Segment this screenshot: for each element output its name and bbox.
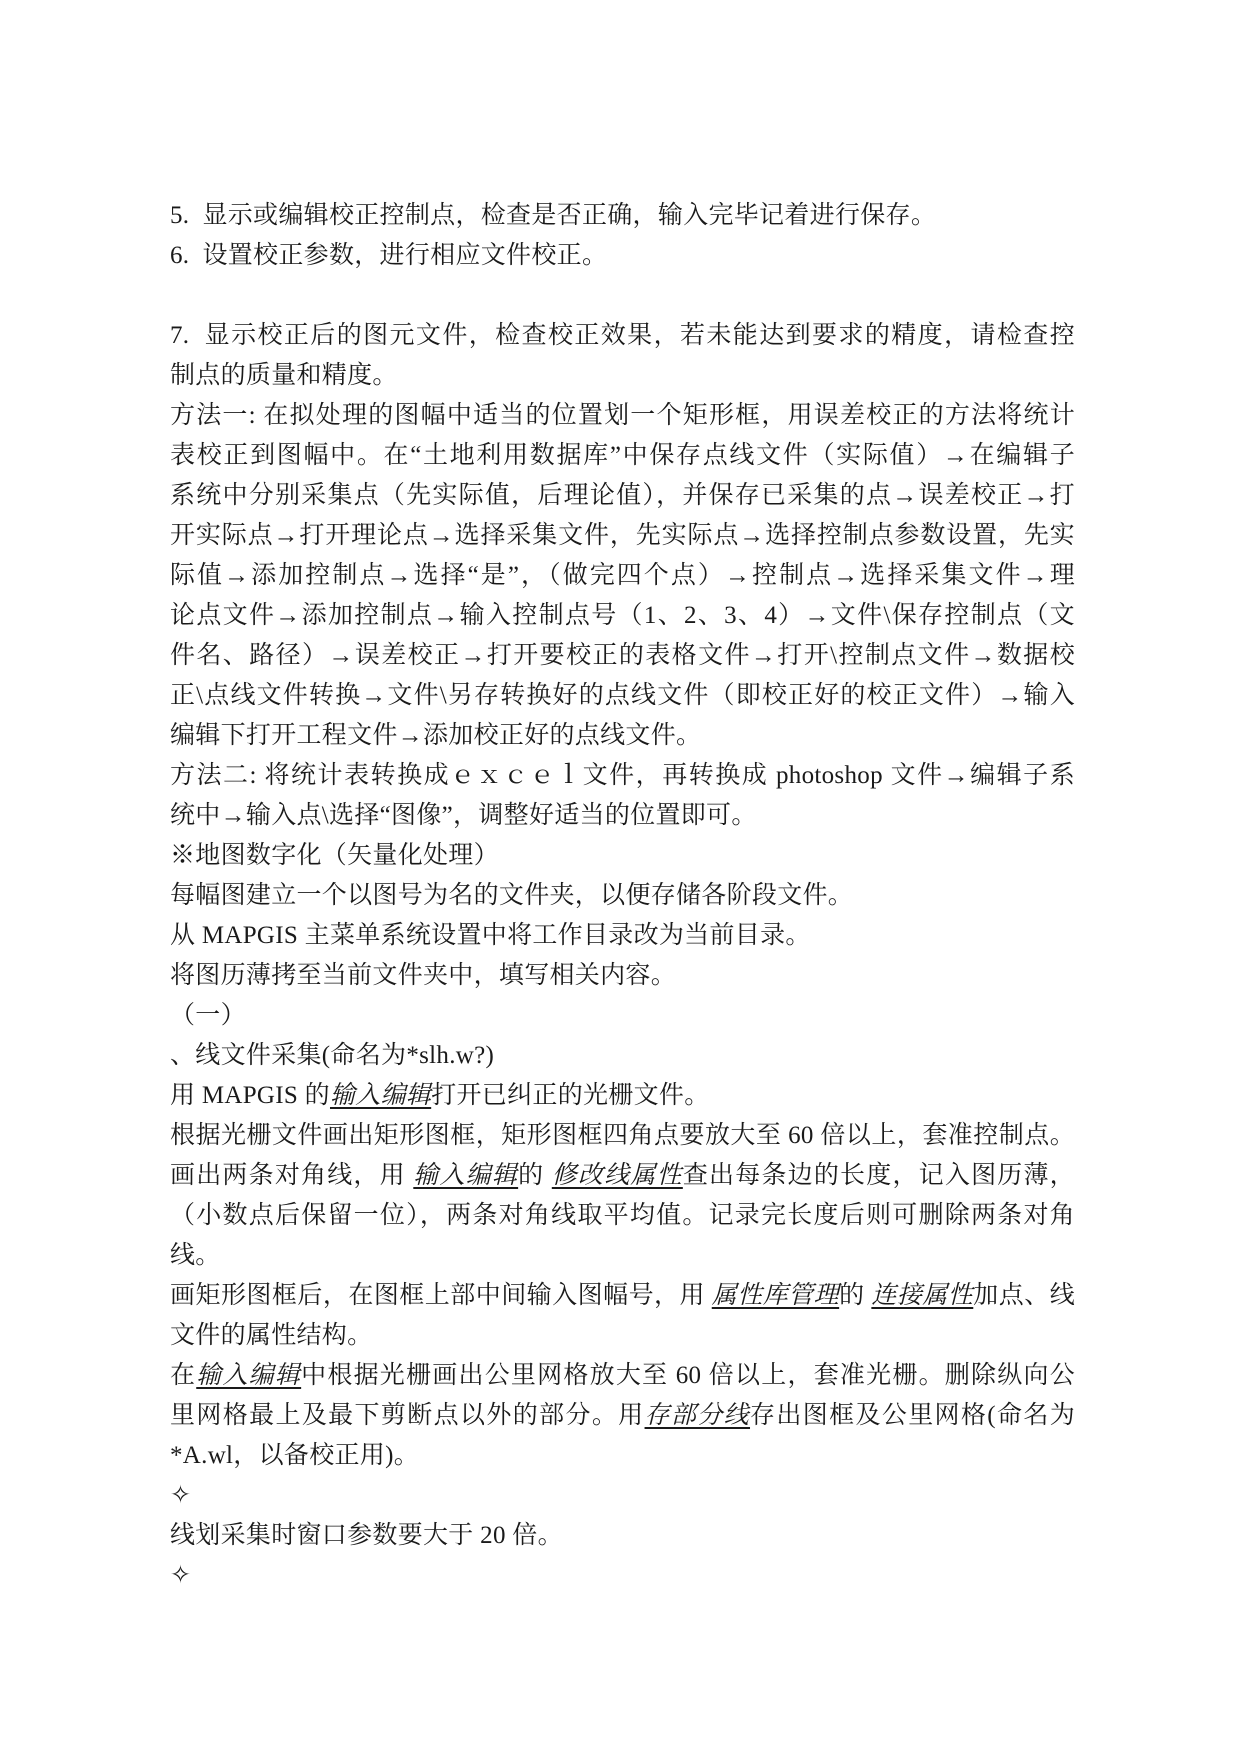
text-run: 线划采集时窗口参数要大于 20 倍。 (170, 1522, 563, 1549)
line-blank (170, 276, 1075, 316)
text-run: 查出每条边的长度，记入图历薄， (682, 1162, 1075, 1189)
text-run: 6. 设置校正参数，进行相应文件校正。 (170, 242, 608, 269)
text-run: 存出图框及公里网格(命名为 (750, 1402, 1076, 1429)
text-run: 统中→输入点\选择“图像”，调整好适当的位置即可。 (170, 802, 757, 829)
line-mapgis-workdir (170, 916, 1075, 956)
text-run: 方法二: 将统计表转换成ｅｘｃｅｌ文件，再转换成 photoshop 文件→编辑子系 (170, 762, 1075, 789)
text-run: 画出两条对角线，用 (170, 1162, 414, 1189)
line-file-collect-title (170, 1036, 1075, 1076)
text-run: 加点、线 (973, 1282, 1076, 1309)
line-section-one (170, 996, 1075, 1036)
line-item-6 (170, 236, 1075, 276)
text-run: *A.wl，以备校正用)。 (170, 1442, 420, 1469)
text-run: 画矩形图框后，在图框上部中间输入图幅号，用 (170, 1282, 712, 1309)
line-grid-2 (170, 1396, 1075, 1436)
text-run: 5. 显示或编辑校正控制点，检查是否正确，输入完毕记着进行保存。 (170, 202, 937, 229)
text-run: 、线文件采集(命名为*slh.w?) (170, 1042, 495, 1069)
text-run: 将图历薄拷至当前文件夹中，填写相关内容。 (170, 962, 677, 989)
text-run: 系统中分别采集点（先实际值，后理论值），并保存已采集的点→误差校正→打 (170, 482, 1075, 509)
line-item-7-2 (170, 356, 1075, 396)
four-pointed-star-glyph: ✧ (170, 1562, 192, 1589)
line-item-7-1 (170, 316, 1075, 356)
text-run: 根据光栅文件画出矩形图框，矩形图框四角点要放大至 60 倍以上，套准控制点。 (170, 1122, 1075, 1149)
emphasized-term: 连接属性 (871, 1282, 974, 1309)
text-run: 件名、路径）→误差校正→打开要校正的表格文件→打开\控制点文件→数据校 (170, 642, 1075, 669)
text-run: 论点文件→添加控制点→输入控制点号（1、2、3、4）→文件\保存控制点（文 (170, 602, 1075, 629)
line-diagonal-2 (170, 1196, 1075, 1236)
line-grid-3 (170, 1436, 1075, 1476)
text-run: 制点的质量和精度。 (170, 362, 398, 389)
line-frame-number-2 (170, 1316, 1075, 1356)
text-run: 编辑下打开工程文件→添加校正好的点线文件。 (170, 722, 702, 749)
text-run: 文件的属性结构。 (170, 1322, 373, 1349)
text-run: ※地图数字化（矢量化处理） (170, 842, 499, 869)
emphasized-term: 输入编辑 (329, 1082, 432, 1109)
line-method-1-4 (170, 516, 1075, 556)
text-run: 每幅图建立一个以图号为名的文件夹，以便存储各阶段文件。 (170, 882, 854, 909)
line-method-1-3 (170, 476, 1075, 516)
text-run: （小数点后保留一位），两条对角线取平均值。记录完长度后则可删除两条对角 (170, 1202, 1075, 1229)
text-run: 里网格最上及最下剪断点以外的部分。用 (170, 1402, 645, 1429)
line-diagonal-1 (170, 1156, 1075, 1196)
line-method-1-2 (170, 436, 1075, 476)
text-run: 方法一: 在拟处理的图幅中适当的位置划一个矩形框，用误差校正的方法将统计 (170, 402, 1075, 429)
text-run: 从 MAPGIS 主菜单系统设置中将工作目录改为当前目录。 (170, 922, 811, 949)
line-map-log (170, 956, 1075, 996)
line-method-2-2 (170, 796, 1075, 836)
line-diagonal-3 (170, 1236, 1075, 1276)
text-run: 的 (518, 1162, 552, 1189)
line-method-1-7 (170, 636, 1075, 676)
emphasized-term: 属性库管理 (711, 1282, 840, 1309)
line-frame-number-1 (170, 1276, 1075, 1316)
line-digitize-heading (170, 836, 1075, 876)
emphasized-term: 输入编辑 (413, 1162, 519, 1189)
text-run: 正\点线文件转换→文件\另存转换好的点线文件（即校正好的校正文件）→输入 (170, 682, 1075, 709)
four-pointed-star-glyph: ✧ (170, 1482, 192, 1509)
text-run: 表校正到图幅中。在“土地利用数据库”中保存点线文件（实际值）→在编辑子 (170, 442, 1075, 469)
line-use-mapgis (170, 1076, 1075, 1116)
text-run: 的 (839, 1282, 872, 1309)
text-run: 线。 (170, 1242, 221, 1269)
line-item-5 (170, 196, 1075, 236)
line-method-1-9 (170, 716, 1075, 756)
line-diamond-2 (170, 1556, 1075, 1596)
emphasized-term: 修改线属性 (551, 1162, 683, 1189)
line-folder-note (170, 876, 1075, 916)
document-content (170, 196, 1075, 1596)
text-run: 打开已纠正的光栅文件。 (431, 1082, 710, 1109)
line-method-1-6 (170, 596, 1075, 636)
line-method-1-8 (170, 676, 1075, 716)
line-method-1-5 (170, 556, 1075, 596)
text-run: 用 MAPGIS 的 (170, 1082, 330, 1109)
emphasized-term: 存部分线 (644, 1402, 751, 1429)
line-diamond-1 (170, 1476, 1075, 1516)
emphasized-term: 输入编辑 (196, 1362, 302, 1389)
line-window-param (170, 1516, 1075, 1556)
text-run: 在 (170, 1362, 197, 1389)
text-run: 中根据光栅画出公里网格放大至 60 倍以上，套准光栅。删除纵向公 (301, 1362, 1076, 1389)
line-method-2-1 (170, 756, 1075, 796)
text-run: 开实际点→打开理论点→选择采集文件，先实际点→选择控制点参数设置，先实 (170, 522, 1075, 549)
text-run: 7. 显示校正后的图元文件，检查校正效果，若未能达到要求的精度，请检查控 (170, 322, 1075, 349)
line-method-1-1 (170, 396, 1075, 436)
text-run: 际值→添加控制点→选择“是”，（做完四个点）→控制点→选择采集文件→理 (170, 562, 1075, 589)
text-run: （一） (170, 1002, 246, 1029)
line-raster-frame (170, 1116, 1075, 1156)
line-grid-1 (170, 1356, 1075, 1396)
